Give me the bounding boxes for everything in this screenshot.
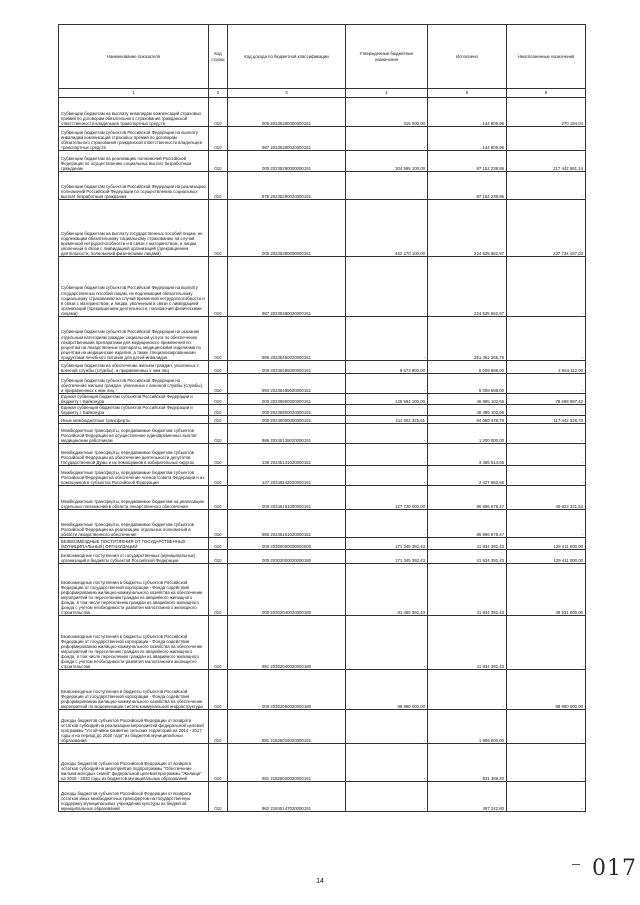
row-unexecuted: - (507, 127, 586, 151)
row-income-code: 000 20302060020000180 (228, 670, 346, 710)
column-number: 4 (346, 89, 428, 98)
row-name: Безвозмездные поступления в бюджеты субъектов Российской Федерации от государственной корпорации - Фонда содействия реформированию жилищно-коммунального хозяйства на обеспечение мероприятий по переселению граждан из аварийного жилищного фонда, в том числе переселению граждан из аварийного жилищного фонда с учетом необходимости развития малоэтажного жилищного строительства (59, 564, 209, 616)
row-name: Субвенции бюджетам на выплату государственных пособий лицам, не подлежащим обязательному социальному страхованию на случай временной нетрудоспособности и в связи с материнством, и лицам, уволенным в связи с ликвидацией организаций (прекращением деятельности, полномочий физическими лицами) (59, 200, 209, 257)
column-number: 1 (59, 89, 209, 98)
header-row-code: Код строки (209, 25, 228, 89)
row-code: 010 (209, 98, 228, 127)
row-income-code: 981 21825018020000151 (228, 710, 346, 744)
row-executed: 2 427 683,66 (428, 466, 507, 486)
header-indicator-name: Наименование показателя (59, 25, 209, 89)
row-code: 010 (209, 424, 228, 444)
row-income-code: 000 20235380000000151 (228, 200, 346, 257)
row-code: 010 (209, 538, 228, 550)
table-row (59, 424, 586, 444)
table-row (59, 486, 586, 510)
row-income-code: 994 20235485020000151 (228, 374, 346, 394)
row-approved: 171 345 392,43 (346, 538, 428, 550)
sheet-stamp-number: 017 (592, 856, 637, 881)
table-row (59, 374, 586, 394)
row-executed: 5 009 688,00 (428, 361, 507, 374)
row-approved: - (346, 257, 428, 317)
row-approved: 462 270 100,00 (346, 200, 428, 257)
row-income-code: 000 20235280000000151 (228, 98, 346, 127)
row-name: Доходы бюджетов субъектов Российской Федерации от возврата остатков субсидий на мероприятия подпрограммы "Обеспечение жильем молодых семей" федеральной целевой программы "Жилище" на 2015 - 2020 годы из бюджетов муниципальных образований (59, 744, 209, 782)
row-executed: 144 805,96 (428, 98, 507, 127)
row-unexecuted: 40 823 321,53 (507, 486, 586, 510)
row-executed: 224 535 662,97 (428, 200, 507, 257)
report-page (58, 24, 585, 812)
row-income-code: 986 20245136020000151 (228, 424, 346, 444)
row-income-code: 981 21825020020000151 (228, 744, 346, 782)
table-row (59, 744, 586, 782)
row-unexecuted: - (507, 782, 586, 812)
table-row (59, 538, 586, 550)
row-unexecuted: 217 442 861,14 (507, 151, 586, 172)
row-income-code: 000 20235900020000151 (228, 405, 346, 416)
column-number: 6 (507, 89, 586, 98)
row-name: Субвенции бюджетам субъектов Российской Федерации на реализацию полномочий Российской Федерации по осуществлению социальных выплат безработным гражданам (59, 172, 209, 200)
row-income-code: 137 20245142020000151 (228, 466, 346, 486)
row-income-code: 000 20245161000000151 (228, 486, 346, 510)
row-unexecuted: 129 411 000,00 (507, 550, 586, 564)
row-executed: 41 934 392,43 (428, 550, 507, 564)
row-executed: 1 200 000,00 (428, 424, 507, 444)
table-row (59, 564, 586, 616)
row-name: Безвозмездные поступления в бюджеты субъектов Российской Федерации от государственной корпорации - Фонда содействия реформированию жилищно-коммунального хозяйства на обеспечение мероприятий по модернизации систем коммунальной инфраструктуры (59, 670, 209, 710)
row-unexecuted: - (507, 510, 586, 538)
row-income-code: 000 20235290000000151 (228, 151, 346, 172)
row-code: 010 (209, 151, 228, 172)
row-executed: 41 934 392,43 (428, 564, 507, 616)
row-approved: - (346, 172, 428, 200)
row-code: 010 (209, 782, 228, 812)
header-approved: Утвержденные бюджетные назначения (346, 25, 428, 89)
row-approved: 9 673 800,00 (346, 361, 428, 374)
row-name: Иные межбюджетные трансферты (59, 416, 209, 424)
row-code: 010 (209, 405, 228, 416)
row-executed: 86 896 678,47 (428, 486, 507, 510)
row-unexecuted: - (507, 405, 586, 416)
column-number: 3 (228, 89, 346, 98)
table-row (59, 257, 586, 317)
row-approved: 211 502 325,61 (346, 416, 428, 424)
row-code: 010 (209, 744, 228, 782)
row-unexecuted: 117 442 526,73 (507, 416, 586, 424)
row-name: Субвенции бюджетам субъектов Российской Федерации на обеспечение жильем граждан, уволенных с военной службы (службы), и приравненных к ним лиц (59, 374, 209, 394)
row-approved: - (346, 444, 428, 466)
row-unexecuted: 39 531 000,00 (507, 564, 586, 616)
row-executed: 497 242,80 (428, 782, 507, 812)
row-code: 010 (209, 172, 228, 200)
row-approved: 415 000,00 (346, 98, 428, 127)
row-unexecuted: - (507, 466, 586, 486)
row-code: 010 (209, 510, 228, 538)
table-row (59, 394, 586, 405)
row-code: 010 (209, 466, 228, 486)
row-income-code: 000 20300000000000000 (228, 538, 346, 550)
row-income-code: 000 20240000000000151 (228, 416, 346, 424)
row-unexecuted: - (507, 374, 586, 394)
row-code: 010 (209, 670, 228, 710)
row-unexecuted: - (507, 257, 586, 317)
table-row (59, 317, 586, 361)
row-code: 010 (209, 361, 228, 374)
row-name: Единая субвенция бюджетам субъектов Российской Федерации и бюджету г. Байконура (59, 405, 209, 416)
row-unexecuted: - (507, 444, 586, 466)
row-unexecuted: - (507, 710, 586, 744)
row-unexecuted: 89 880 000,00 (507, 670, 586, 710)
row-unexecuted: - (507, 317, 586, 361)
table-row (59, 416, 586, 424)
row-name: Безвозмездные поступления от государственных (муниципальных) организаций в бюджеты субъектов Российской Федерации (59, 550, 209, 564)
row-executed: 94 060 478,78 (428, 416, 507, 424)
row-name: Доходы бюджетов субъектов Российской Федерации от возврата остатков субсидий на реализацию мероприятий федеральной целевой программы "Устойчивое развитие сельских территорий на 2014 - 2017 годы и на период до 2020 года" из бюджетов муниципальных образований (59, 710, 209, 744)
row-name: Субвенции бюджетам субъектов Российской Федерации на выплату государственных пособий лицам, не подлежащим обязательному социальному страхованию на случай временной нетрудоспособности и в связи с материнством, и лицам, уволенным в связи с ликвидацией организаций (прекращением деятельности, полномочий физическими лицами) (59, 257, 209, 317)
row-name: Субвенции бюджетам субъектов Российской Федерации на выплату инвалидам компенсаций страховых премий по договорам обязательного страхования гражданской ответственности владельцев транспортных средств (59, 127, 209, 151)
row-executed: 1 999 000,00 (428, 710, 507, 744)
row-executed: 5 009 688,00 (428, 374, 507, 394)
row-unexecuted: - (507, 172, 586, 200)
row-unexecuted: - (507, 616, 586, 670)
row-approved: - (346, 782, 428, 812)
row-income-code: 987 20235380020000151 (228, 257, 346, 317)
row-name: Доходы бюджетов субъектов Российской Федерации от возврата остатков иных межбюджетных трансфертов на государственную поддержку муниципальных учреждений культуры из бюджетов муниципальных образований (59, 782, 209, 812)
row-income-code: 000 20235900000000151 (228, 394, 346, 405)
row-unexecuted: 237 734 437,03 (507, 200, 586, 257)
row-code: 010 (209, 710, 228, 744)
row-unexecuted: - (507, 424, 586, 444)
column-number: 5 (428, 89, 507, 98)
table-row (59, 172, 586, 200)
row-executed: 41 934 392,43 (428, 616, 507, 670)
table-row (59, 710, 586, 744)
table-row (59, 98, 586, 127)
stamp-dash (572, 864, 580, 865)
row-approved: 125 594 100,00 (346, 394, 428, 405)
row-unexecuted: 129 411 000,00 (507, 538, 586, 550)
row-executed: 46 495 102,66 (428, 405, 507, 416)
row-income-code: 987 20235280020000151 (228, 127, 346, 151)
row-code: 010 (209, 394, 228, 405)
table-row (59, 510, 586, 538)
row-name: Субвенции бюджетам субъектов Российской Федерации на оказание отдельным категориям граждан социальной услуги по обеспечению лекарственными препаратами для медицинского применения по рецептам на лекарственные препараты, медицинскими изделиями по рецептам на медицинские изделия, а также специализированными продуктами лечебного питания для детей-инвалидов (59, 317, 209, 361)
row-unexecuted: - (507, 744, 586, 782)
row-executed: 224 535 662,97 (428, 257, 507, 317)
row-unexecuted: 270 194,04 (507, 98, 586, 127)
header-unexecuted: Неисполненные назначения (507, 25, 586, 89)
row-unexecuted: 4 664 112,00 (507, 361, 586, 374)
row-name: Субвенции бюджетам на обеспечение жильем граждан, уволенных с военной службы (службы), и приравненных к ним лиц (59, 361, 209, 374)
row-name: Единая субвенция бюджетам субъектов Российской Федерации и бюджету г. Байконура (59, 394, 209, 405)
header-executed: Исполнено (428, 25, 507, 89)
column-number-row (59, 89, 586, 98)
row-income-code: 991 20302040020000180 (228, 616, 346, 670)
row-income-code: 000 20235485000000151 (228, 361, 346, 374)
table-row (59, 466, 586, 486)
table-header-row (59, 25, 586, 89)
row-income-code: 000 20302000020000180 (228, 550, 346, 564)
row-approved: - (346, 466, 428, 486)
row-code: 010 (209, 486, 228, 510)
row-approved: 304 595 100,00 (346, 151, 428, 172)
budget-income-table (58, 24, 586, 812)
row-approved: - (346, 744, 428, 782)
row-code: 010 (209, 444, 228, 466)
row-executed: - (428, 670, 507, 710)
row-approved: - (346, 405, 428, 416)
row-approved: - (346, 616, 428, 670)
row-code: 010 (209, 374, 228, 394)
column-number: 2 (209, 89, 228, 98)
table-row (59, 127, 586, 151)
row-income-code: 986 20235460020000151 (228, 317, 346, 361)
table-row (59, 200, 586, 257)
row-executed: 87 152 238,86 (428, 151, 507, 172)
table-row (59, 361, 586, 374)
row-income-code: 986 20245161020000151 (228, 510, 346, 538)
row-code: 010 (209, 257, 228, 317)
row-approved: 127 720 000,00 (346, 486, 428, 510)
row-income-code: 139 20245141020000151 (228, 444, 346, 466)
table-row (59, 782, 586, 812)
row-code: 010 (209, 200, 228, 257)
row-approved: 89 880 000,00 (346, 670, 428, 710)
row-approved: - (346, 424, 428, 444)
row-name: Субвенции бюджетам на реализацию полномочий Российской Федерации по осуществлению социальных выплат безработным гражданам (59, 151, 209, 172)
table-row (59, 670, 586, 710)
row-name: БЕЗВОЗМЕЗДНЫЕ ПОСТУПЛЕНИЯ ОТ ГОСУДАРСТВЕННЫХ (МУНИЦИПАЛЬНЫХ) ОРГАНИЗАЦИЙ (59, 538, 209, 550)
row-name: Межбюджетные трансферты, передаваемые бюджетам субъектов Российской Федерации на обеспечение деятельности депутатов Государственной Думы и их помощников в избирательных округах (59, 444, 209, 466)
row-approved: 171 345 392,43 (346, 550, 428, 564)
table-row (59, 405, 586, 416)
row-income-code: 975 20235290020000151 (228, 172, 346, 200)
row-executed: 86 896 678,47 (428, 510, 507, 538)
row-name: Межбюджетные трансферты, передаваемые бюджетам на реализацию отдельных полномочий в области лекарственного обеспечения (59, 486, 209, 510)
row-approved: - (346, 710, 428, 744)
header-income-code: Код дохода по бюджетной классификации (228, 25, 346, 89)
row-approved: - (346, 127, 428, 151)
row-name: Межбюджетные трансферты, передаваемые бюджетам субъектов Российской Федерации на обеспечение членов Совета Федерации и их помощников в субъектах Российской Федерации (59, 466, 209, 486)
row-unexecuted: 78 698 997,42 (507, 394, 586, 405)
row-executed: 251 462 265,75 (428, 317, 507, 361)
row-name: Субвенции бюджетам на выплату инвалидам компенсаций страховых премий по договорам обязательного страхования гражданской ответственности владельцев транспортных средств (59, 98, 209, 127)
row-approved: - (346, 374, 428, 394)
row-income-code: 962 21845147020000151 (228, 782, 346, 812)
row-name: Безвозмездные поступления в бюджеты субъектов Российской Федерации от государственной корпорации - Фонда содействия реформированию жилищно-коммунального хозяйства на обеспечение мероприятий по переселению граждан из аварийного жилищного фонда, в том числе переселению граждан из аварийного жилищного фонда с учетом необходимости развития малоэтажного жилищного строительства (59, 616, 209, 670)
row-executed: 144 805,96 (428, 127, 507, 151)
row-name: Межбюджетные трансферты, передаваемые бюджетам субъектов Российской Федерации на осуществление единовременных выплат медицинским работникам (59, 424, 209, 444)
row-executed: 87 152 238,86 (428, 172, 507, 200)
row-executed: 831 389,20 (428, 744, 507, 782)
row-executed: 46 895 102,66 (428, 394, 507, 405)
row-executed: 41 934 392,43 (428, 538, 507, 550)
row-code: 010 (209, 317, 228, 361)
row-approved: 81 465 392,43 (346, 564, 428, 616)
table-row (59, 550, 586, 564)
row-code: 010 (209, 616, 228, 670)
table-row (59, 151, 586, 172)
row-approved: - (346, 510, 428, 538)
row-code: 010 (209, 564, 228, 616)
row-code: 010 (209, 550, 228, 564)
table-body (59, 98, 586, 812)
row-code: 010 (209, 127, 228, 151)
row-name: Межбюджетные трансферты, передаваемые бюджетам субъектов Российской Федерации на реализацию отдельных полномочий в области лекарственного обеспечения (59, 510, 209, 538)
table-row (59, 444, 586, 466)
table-row (59, 616, 586, 670)
row-executed: 3 465 614,66 (428, 444, 507, 466)
row-income-code: 000 20302040020000180 (228, 564, 346, 616)
page-number: 14 (316, 878, 324, 885)
row-approved: - (346, 317, 428, 361)
row-code: 010 (209, 416, 228, 424)
